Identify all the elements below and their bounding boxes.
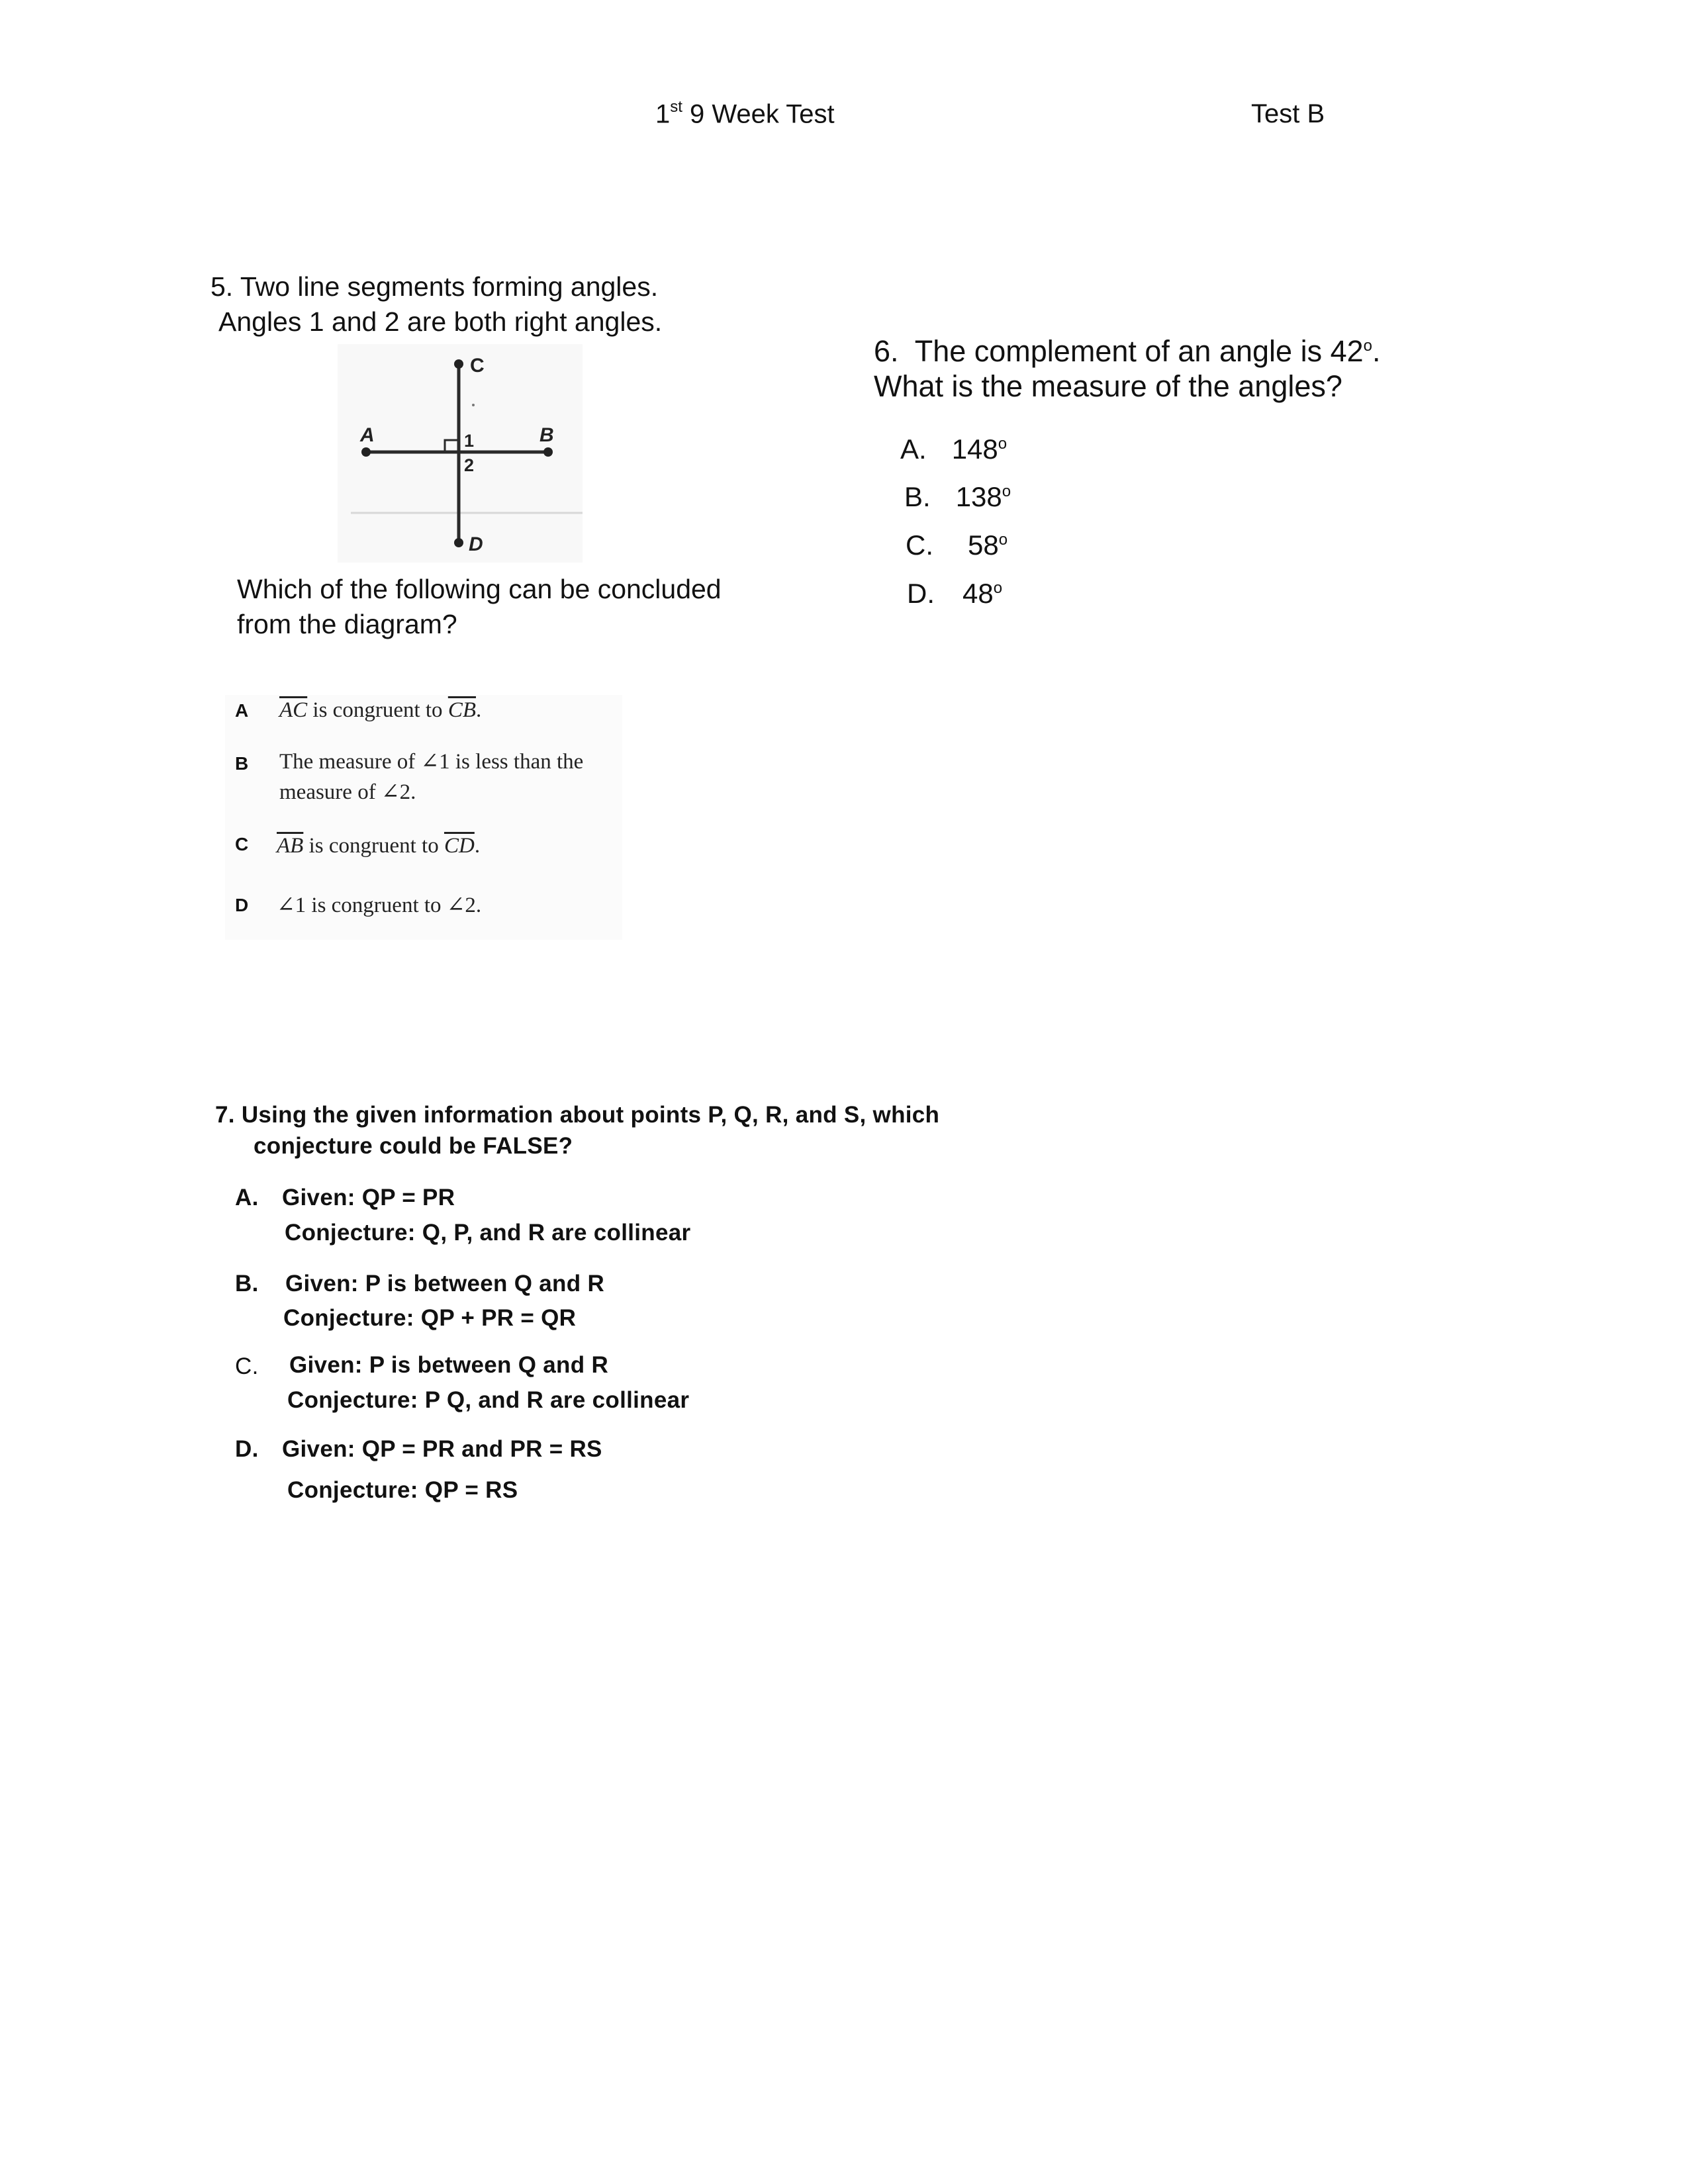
option-given: Given: QP = PR <box>282 1185 455 1210</box>
q5-choice-list <box>225 695 622 940</box>
option-given: Given: P is between Q and R <box>289 1352 609 1378</box>
q6-option-d[interactable] <box>907 578 1002 610</box>
q5-title: 5. Two line segments forming angles. <box>211 271 659 302</box>
option-letter: C. <box>235 1353 259 1379</box>
q6-title-end: . <box>1372 334 1381 368</box>
scan-dot <box>472 404 475 406</box>
degree-symbol: o <box>998 531 1008 549</box>
q5-prompt-line2: from the diagram? <box>237 609 457 639</box>
choice-letter: B <box>235 753 249 774</box>
option-value: 48 <box>962 578 994 609</box>
point-d <box>454 538 463 547</box>
degree-symbol: o <box>998 435 1008 453</box>
choice-text <box>277 831 480 861</box>
option-letter: A. <box>235 1185 259 1210</box>
choice-letter: C <box>235 834 249 854</box>
option-value: 148 <box>951 433 998 465</box>
option-value: 138 <box>955 481 1002 512</box>
title-text: 9 Week Test <box>682 99 835 129</box>
title-ordinal: 1 <box>655 99 671 129</box>
option-letter: D. <box>235 1436 259 1462</box>
option-given: Given: P is between Q and R <box>285 1271 605 1297</box>
choice-end: . <box>474 834 481 858</box>
option-conjecture: Conjecture: QP + PR = QR <box>283 1305 577 1331</box>
q6-option-list <box>900 433 1165 632</box>
option-letter: B. <box>904 481 931 512</box>
choice-text-line1: The measure of ∠1 is less than the <box>279 750 584 774</box>
page-title <box>655 99 835 129</box>
option-conjecture: Conjecture: Q, P, and R are collinear <box>285 1220 691 1246</box>
choice-text: ∠1 is congruent to ∠2. <box>277 893 482 917</box>
title-ordinal-suffix: st <box>670 98 682 116</box>
option-conjecture: Conjecture: P Q, and R are collinear <box>287 1387 690 1413</box>
degree-symbol: o <box>1002 482 1011 500</box>
q6-option-a[interactable] <box>900 433 1007 465</box>
option-letter: C. <box>906 529 933 561</box>
option-letter: D. <box>907 578 935 609</box>
q6-title <box>874 334 1381 369</box>
segment-name: $\overline{CD}$ <box>444 834 475 858</box>
point-c <box>454 359 463 369</box>
choice-mid: is congruent to <box>307 698 448 722</box>
segment-name: $\overline{AC}$ <box>279 698 308 722</box>
label-angle-1: 1 <box>464 431 475 451</box>
q6-subtitle: What is the measure of the angles? <box>874 369 1342 403</box>
choice-letter: A <box>235 700 249 721</box>
segment-name: $\overline{CB}$ <box>447 698 476 722</box>
option-conjecture: Conjecture: QP = RS <box>287 1477 518 1503</box>
degree-symbol: o <box>1363 337 1372 355</box>
label-a: A <box>360 424 375 446</box>
q7-subtitle: conjecture could be FALSE? <box>254 1133 573 1159</box>
degree-symbol: o <box>993 579 1003 597</box>
label-c: C <box>470 355 485 377</box>
q7-title: 7. Using the given information about points P, Q, R, and S, which <box>215 1102 940 1128</box>
option-given: Given: QP = PR and PR = RS <box>282 1436 602 1462</box>
option-letter: A. <box>900 433 927 465</box>
option-letter: B. <box>235 1271 259 1297</box>
label-angle-2: 2 <box>464 455 475 475</box>
point-b <box>543 447 553 457</box>
choice-text-line2: measure of ∠2. <box>279 780 416 804</box>
label-b: B <box>539 424 554 446</box>
segment-name: $\overline{AB}$ <box>277 834 304 858</box>
q6-title-text: 6. The complement of an angle is 42 <box>874 334 1364 368</box>
q5-prompt-line1: Which of the following can be concluded <box>237 574 722 604</box>
q5-subtitle: Angles 1 and 2 are both right angles. <box>218 306 663 337</box>
option-value: 58 <box>968 529 999 561</box>
point-a <box>361 447 371 457</box>
q6-option-c[interactable] <box>906 529 1008 561</box>
choice-end: . <box>475 698 482 722</box>
choice-text <box>279 695 481 725</box>
label-d: D <box>469 533 483 555</box>
q5-diagram <box>338 344 589 563</box>
test-label: Test B <box>1251 99 1325 128</box>
choice-letter: D <box>235 895 249 915</box>
q6-option-b[interactable] <box>904 481 1011 513</box>
choice-mid: is congruent to <box>303 834 444 858</box>
